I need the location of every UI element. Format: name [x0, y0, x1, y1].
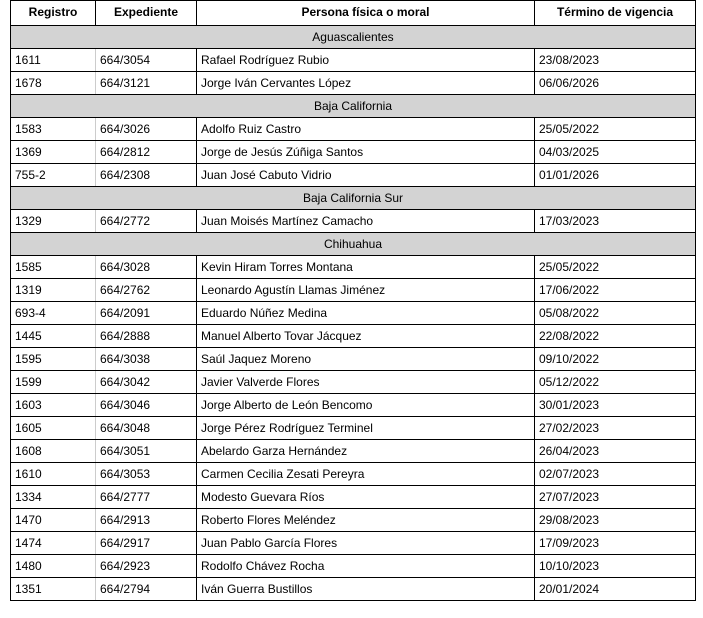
cell-termino: 25/05/2022	[535, 256, 696, 279]
table-row	[11, 164, 696, 187]
cell-persona: Roberto Flores Meléndez	[197, 509, 535, 532]
cell-expediente: 664/2308	[96, 164, 197, 187]
header-persona: Persona física o moral	[197, 1, 535, 26]
cell-persona: Iván Guerra Bustillos	[197, 578, 535, 601]
table-row	[11, 279, 696, 302]
table-row	[11, 302, 696, 325]
registry-table	[10, 0, 696, 601]
cell-registro: 1369	[11, 141, 96, 164]
state-group-row	[11, 95, 696, 118]
cell-registro: 1480	[11, 555, 96, 578]
cell-registro: 1351	[11, 578, 96, 601]
table-row	[11, 72, 696, 95]
cell-registro: 1334	[11, 486, 96, 509]
cell-termino: 27/07/2023	[535, 486, 696, 509]
cell-persona: Kevin Hiram Torres Montana	[197, 256, 535, 279]
cell-persona: Rafael Rodríguez Rubio	[197, 49, 535, 72]
table-row	[11, 210, 696, 233]
cell-registro: 1329	[11, 210, 96, 233]
table-row	[11, 118, 696, 141]
table-row	[11, 486, 696, 509]
cell-expediente: 664/2772	[96, 210, 197, 233]
state-name: Aguascalientes	[11, 26, 696, 49]
state-name: Baja California Sur	[11, 187, 696, 210]
cell-expediente: 664/3042	[96, 371, 197, 394]
cell-persona: Carmen Cecilia Zesati Pereyra	[197, 463, 535, 486]
state-group-row	[11, 187, 696, 210]
cell-registro: 693-4	[11, 302, 96, 325]
cell-termino: 17/03/2023	[535, 210, 696, 233]
header-termino: Término de vigencia	[535, 1, 696, 26]
cell-persona: Abelardo Garza Hernández	[197, 440, 535, 463]
cell-registro: 1605	[11, 417, 96, 440]
cell-registro: 1599	[11, 371, 96, 394]
cell-expediente: 664/3121	[96, 72, 197, 95]
state-group-row	[11, 26, 696, 49]
cell-expediente: 664/2923	[96, 555, 197, 578]
cell-termino: 30/01/2023	[535, 394, 696, 417]
cell-persona: Jorge de Jesús Zúñiga Santos	[197, 141, 535, 164]
cell-termino: 27/02/2023	[535, 417, 696, 440]
cell-persona: Eduardo Núñez Medina	[197, 302, 535, 325]
cell-termino: 05/12/2022	[535, 371, 696, 394]
cell-expediente: 664/3054	[96, 49, 197, 72]
cell-expediente: 664/3038	[96, 348, 197, 371]
cell-persona: Modesto Guevara Ríos	[197, 486, 535, 509]
cell-persona: Jorge Pérez Rodríguez Terminel	[197, 417, 535, 440]
cell-expediente: 664/2091	[96, 302, 197, 325]
cell-termino: 09/10/2022	[535, 348, 696, 371]
table-row	[11, 394, 696, 417]
cell-registro: 755-2	[11, 164, 96, 187]
table-row	[11, 578, 696, 601]
cell-termino: 29/08/2023	[535, 509, 696, 532]
cell-expediente: 664/3048	[96, 417, 197, 440]
state-name: Baja California	[11, 95, 696, 118]
cell-termino: 02/07/2023	[535, 463, 696, 486]
table-row	[11, 440, 696, 463]
table-row	[11, 463, 696, 486]
cell-expediente: 664/2762	[96, 279, 197, 302]
cell-expediente: 664/2888	[96, 325, 197, 348]
cell-termino: 17/06/2022	[535, 279, 696, 302]
state-name: Chihuahua	[11, 233, 696, 256]
table-row	[11, 555, 696, 578]
state-group-row	[11, 233, 696, 256]
table-row	[11, 417, 696, 440]
table-row	[11, 49, 696, 72]
table-row	[11, 141, 696, 164]
cell-termino: 25/05/2022	[535, 118, 696, 141]
cell-termino: 23/08/2023	[535, 49, 696, 72]
cell-persona: Juan Pablo García Flores	[197, 532, 535, 555]
cell-persona: Rodolfo Chávez Rocha	[197, 555, 535, 578]
cell-expediente: 664/3051	[96, 440, 197, 463]
cell-termino: 01/01/2026	[535, 164, 696, 187]
cell-persona: Jorge Alberto de León Bencomo	[197, 394, 535, 417]
cell-registro: 1608	[11, 440, 96, 463]
cell-termino: 04/03/2025	[535, 141, 696, 164]
table-row	[11, 256, 696, 279]
table-body	[11, 26, 696, 601]
cell-termino: 22/08/2022	[535, 325, 696, 348]
cell-persona: Juan Moisés Martínez Camacho	[197, 210, 535, 233]
cell-expediente: 664/3026	[96, 118, 197, 141]
cell-registro: 1319	[11, 279, 96, 302]
cell-expediente: 664/3046	[96, 394, 197, 417]
cell-termino: 17/09/2023	[535, 532, 696, 555]
cell-registro: 1611	[11, 49, 96, 72]
cell-expediente: 664/3028	[96, 256, 197, 279]
cell-persona: Jorge Iván Cervantes López	[197, 72, 535, 95]
header-registro: Registro	[11, 1, 96, 26]
cell-expediente: 664/2913	[96, 509, 197, 532]
table-row	[11, 348, 696, 371]
cell-termino: 20/01/2024	[535, 578, 696, 601]
cell-registro: 1585	[11, 256, 96, 279]
table-row	[11, 509, 696, 532]
cell-registro: 1583	[11, 118, 96, 141]
cell-persona: Javier Valverde Flores	[197, 371, 535, 394]
cell-persona: Saúl Jaquez Moreno	[197, 348, 535, 371]
header-row	[11, 1, 696, 26]
cell-registro: 1470	[11, 509, 96, 532]
cell-persona: Manuel Alberto Tovar Jácquez	[197, 325, 535, 348]
cell-registro: 1474	[11, 532, 96, 555]
cell-expediente: 664/2917	[96, 532, 197, 555]
cell-persona: Adolfo Ruiz Castro	[197, 118, 535, 141]
cell-termino: 06/06/2026	[535, 72, 696, 95]
table-row	[11, 371, 696, 394]
cell-registro: 1595	[11, 348, 96, 371]
cell-termino: 05/08/2022	[535, 302, 696, 325]
cell-registro: 1678	[11, 72, 96, 95]
cell-registro: 1603	[11, 394, 96, 417]
cell-registro: 1610	[11, 463, 96, 486]
cell-persona: Juan José Cabuto Vidrio	[197, 164, 535, 187]
cell-expediente: 664/2794	[96, 578, 197, 601]
cell-expediente: 664/2812	[96, 141, 197, 164]
header-expediente: Expediente	[96, 1, 197, 26]
cell-persona: Leonardo Agustín Llamas Jiménez	[197, 279, 535, 302]
cell-expediente: 664/3053	[96, 463, 197, 486]
table-header	[11, 1, 696, 26]
table-row	[11, 532, 696, 555]
cell-expediente: 664/2777	[96, 486, 197, 509]
cell-termino: 10/10/2023	[535, 555, 696, 578]
table-row	[11, 325, 696, 348]
cell-registro: 1445	[11, 325, 96, 348]
cell-termino: 26/04/2023	[535, 440, 696, 463]
